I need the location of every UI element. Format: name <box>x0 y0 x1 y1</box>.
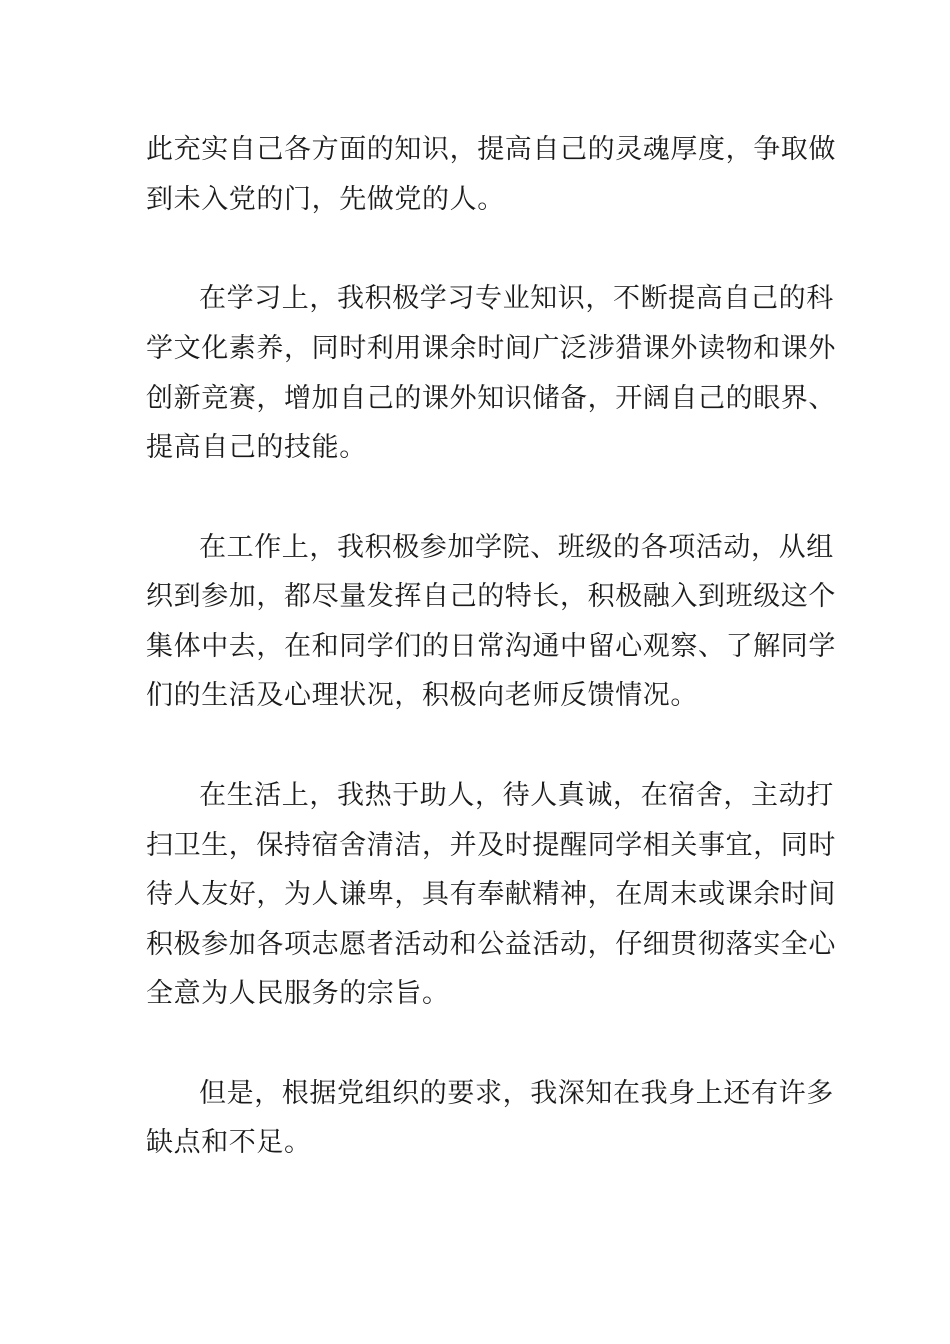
paragraph-4-line-5: 全意为人民服务的宗旨。 <box>146 978 450 1009</box>
paragraph-4-line-2: 扫卫生，保持宿舍清洁，并及时提醒同学相关事宜，同时 <box>146 830 836 861</box>
paragraph-2-line-2: 学文化素养，同时利用课余时间广泛涉猎课外读物和课外 <box>146 333 836 364</box>
paragraph-4-line-1: 在生活上，我热于助人，待人真诚，在宿舍，主动打 <box>199 780 834 811</box>
paragraph-2-line-1: 在学习上，我积极学习专业知识，不断提高自己的科 <box>199 283 834 314</box>
paragraph-5-line-1: 但是，根据党组织的要求，我深知在我身上还有许多 <box>199 1078 834 1109</box>
paragraph-3-line-4: 们的生活及心理状况，积极向老师反馈情况。 <box>146 680 698 711</box>
paragraph-4-line-3: 待人友好，为人谦卑，具有奉献精神，在周末或课余时间 <box>146 879 836 910</box>
paragraph-3-line-1: 在工作上，我积极参加学院、班级的各项活动，从组 <box>199 532 834 563</box>
paragraph-3-line-2: 织到参加，都尽量发挥自己的特长，积极融入到班级这个 <box>146 581 836 612</box>
paragraph-1-line-2: 到未入党的门，先做党的人。 <box>146 184 505 215</box>
paragraph-5-line-2: 缺点和不足。 <box>146 1127 312 1158</box>
paragraph-1-line-1: 此充实自己各方面的知识，提高自己的灵魂厚度，争取做 <box>146 134 836 165</box>
paragraph-3-line-3: 集体中去，在和同学们的日常沟通中留心观察、了解同学 <box>146 631 836 662</box>
paragraph-2-line-4: 提高自己的技能。 <box>146 432 367 463</box>
paragraph-2-line-3: 创新竞赛，增加自己的课外知识储备，开阔自己的眼界、 <box>146 383 836 414</box>
paragraph-4-line-4: 积极参加各项志愿者活动和公益活动，仔细贯彻落实全心 <box>146 929 836 960</box>
